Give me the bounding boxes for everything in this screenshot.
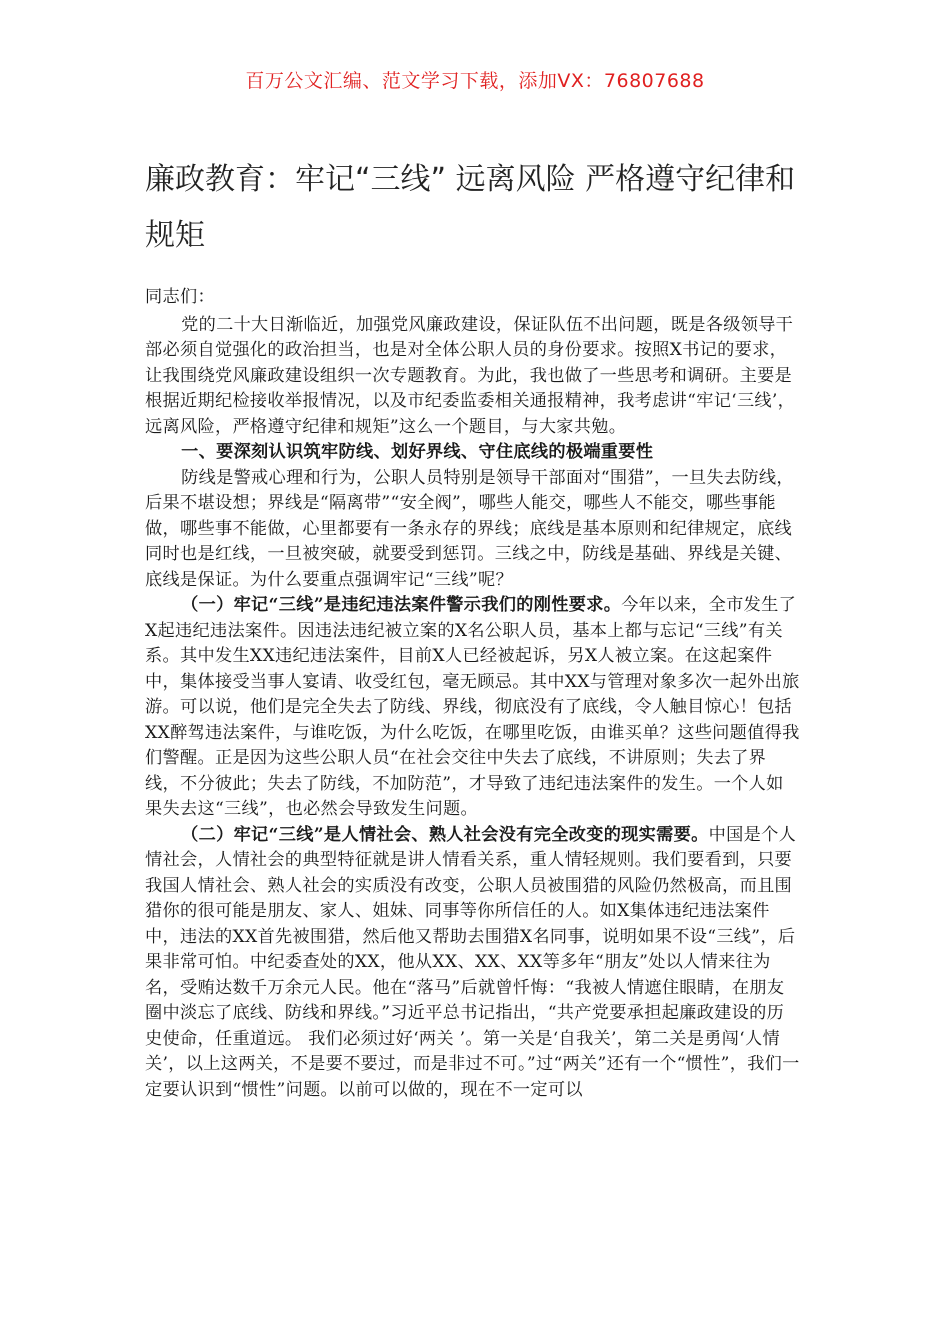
salutation: 同志们：: [145, 287, 215, 307]
intro-paragraph: 党的二十大日渐临近，加强党风廉政建设，保证队伍不出问题，既是各级领导干部必须自觉强化的政治担当，也是对全体公职人员的身份要求。按照X书记的要求，让我围绕党风廉政建设组织一次专题教育。为此，我也做了一些思考和调研。主要是根据近期纪检接收举报情况，以及市纪委监委相关通报精神，我考虑讲“牢记‘三线’，远离风险，严格遵守纪律和规矩”这么一个题目，与大家共勉。: [145, 314, 796, 437]
point-2-paragraph: [145, 823, 800, 1104]
point-2-lead: （二）牢记“三线”是人情社会、熟人社会没有完全改变的现实需要。: [181, 824, 709, 845]
point-1-lead: （一）牢记“三线”是违纪违法案件警示我们的刚性要求。: [181, 595, 622, 615]
section-1-paragraph: 防线是警戒心理和行为，公职人员特别是领导干部面对“围猎”，一旦失去防线，后果不堪设想；界线是“隔离带”“安全阀”，哪些人能交，哪些人不能交，哪些事能做，哪些事不能做，心里都要有一条永存的界线；底线是基本原则和纪律规定，底线同时也是红线，一旦被突破，就要受到惩罚。三线之中，防线是基础、界线是关键、底线是保证。为什么要重点强调牢记“三线”呢？: [145, 467, 794, 590]
point-1-body: 今年以来，全市发生了X起违纪违法案件。因违法违纪被立案的X名公职人员，基本上都与忘记“三线”有关系。其中发生XX违纪违法案件，目前X人已经被起诉，另X人被立案。在这起案件中，集体接受当事人宴请、收受红包，毫无顾忌。其中XX与管理对象多次一起外出旅游。可以说，他们是完全失去了防线、界线，彻底没有了底线，令人触目惊心！包括XX醉驾违法案件，与谁吃饭，为什么吃饭，在哪里吃饭，由谁买单？这些问题值得我们警醒。正是因为这些公职人员“在社会交往中失去了底线，不讲原则；失去了界线，不分彼此；失去了防线，不加防范”，才导致了违纪违法案件的发生。一个人如果失去这“三线”，也必然会导致发生问题。: [145, 595, 800, 819]
document-title: 廉政教育：牢记“三线” 远离风险 严格遵守纪律和规矩: [145, 162, 796, 253]
point-2-body: 中国是个人情社会，人情社会的典型特征就是讲人情看关系，重人情轻规则。我们要看到，只要我国人情社会、熟人社会的实质没有改变，公职人员被围猎的风险仍然极高，而且围猎你的很可能是朋友、家人、姐妹、同事等你所信任的人。如X集体违纪违法案件中，违法的XX首先被围猎，然后他又帮助去围猎X名同事，说明如果不设“三线”，后果非常可怕。中纪委查处的XX，他从XX、XX、XX等多年“朋友”处以人情来往为名，受贿达数千万余元人民。他在“落马”后就曾忏悔：“我被人情遮住眼睛，在朋友圈中淡忘了底线、防线和界线。”习近平总书记指出，“共产党要承担起廉政建设的历史使命，任重道远。 我们必须过好‘两关 ’。第一关是‘自我关’，第二关是勇闯‘人情关’，以上这两关，不是要不要过，而是非过不可。”过“两关”还有一个“惯性”，我们一定要认识到“惯性”问题。以前可以做的，现在不一定可以: [145, 824, 800, 1100]
document-body: [145, 285, 800, 1103]
section-1-heading: 一、要深刻认识筑牢防线、划好界线、守住底线的极端重要性: [181, 442, 654, 462]
watermark-banner: 百万公文汇编、范文学习下载，添加VX：76807688: [245, 70, 705, 92]
point-1-paragraph: [145, 593, 800, 823]
